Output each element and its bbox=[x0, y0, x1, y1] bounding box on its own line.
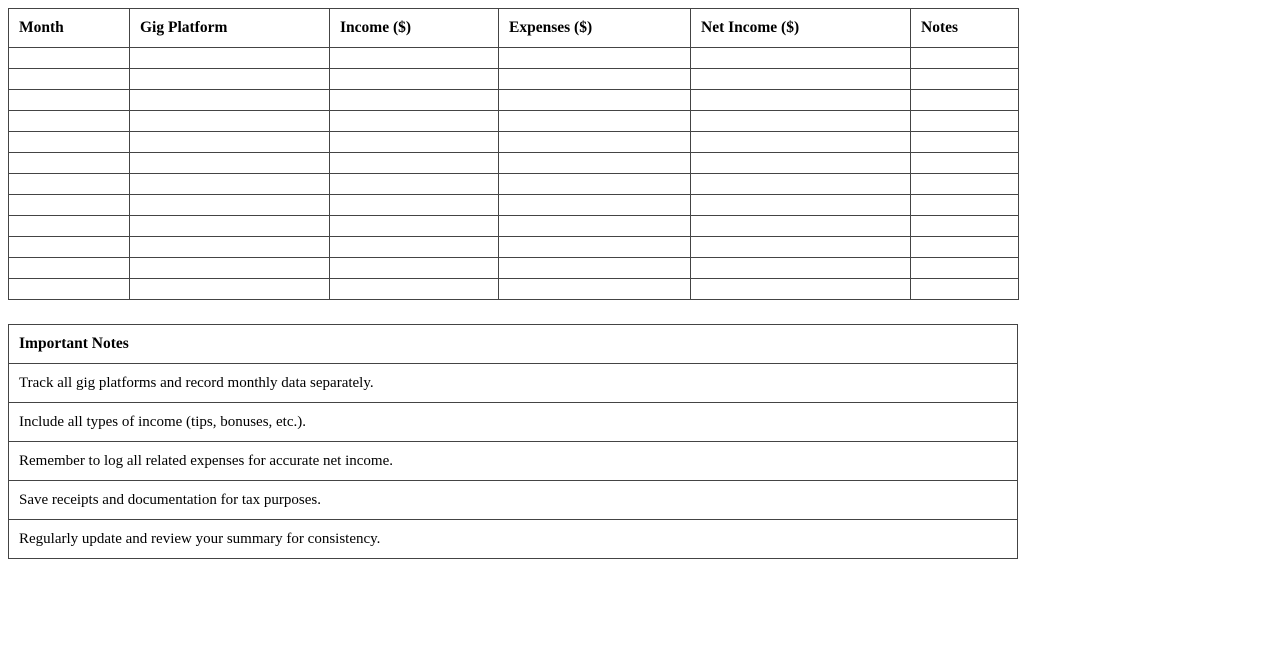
table-body bbox=[9, 48, 1019, 300]
cell-net-income[interactable] bbox=[691, 90, 911, 111]
cell-income[interactable] bbox=[330, 258, 499, 279]
important-notes-table bbox=[8, 324, 1018, 559]
cell-gig-platform[interactable] bbox=[130, 216, 330, 237]
table-row bbox=[9, 279, 1019, 300]
table-row bbox=[9, 237, 1019, 258]
cell-income[interactable] bbox=[330, 174, 499, 195]
cell-income[interactable] bbox=[330, 279, 499, 300]
note-item: Regularly update and review your summary for consistency. bbox=[9, 520, 1018, 559]
cell-net-income[interactable] bbox=[691, 132, 911, 153]
cell-income[interactable] bbox=[330, 69, 499, 90]
cell-net-income[interactable] bbox=[691, 48, 911, 69]
cell-gig-platform[interactable] bbox=[130, 153, 330, 174]
cell-income[interactable] bbox=[330, 90, 499, 111]
note-row bbox=[9, 481, 1018, 520]
cell-net-income[interactable] bbox=[691, 174, 911, 195]
cell-notes[interactable] bbox=[911, 279, 1019, 300]
note-item: Remember to log all related expenses for accurate net income. bbox=[9, 442, 1018, 481]
cell-expenses[interactable] bbox=[499, 111, 691, 132]
cell-notes[interactable] bbox=[911, 132, 1019, 153]
cell-month[interactable] bbox=[9, 90, 130, 111]
cell-month[interactable] bbox=[9, 258, 130, 279]
table-row bbox=[9, 132, 1019, 153]
cell-expenses[interactable] bbox=[499, 195, 691, 216]
column-header-month: Month bbox=[9, 9, 130, 48]
note-item: Track all gig platforms and record monthly data separately. bbox=[9, 364, 1018, 403]
cell-income[interactable] bbox=[330, 111, 499, 132]
cell-net-income[interactable] bbox=[691, 279, 911, 300]
cell-notes[interactable] bbox=[911, 153, 1019, 174]
note-item: Include all types of income (tips, bonuses, etc.). bbox=[9, 403, 1018, 442]
cell-month[interactable] bbox=[9, 48, 130, 69]
cell-expenses[interactable] bbox=[499, 216, 691, 237]
cell-notes[interactable] bbox=[911, 216, 1019, 237]
column-header-expenses: Expenses ($) bbox=[499, 9, 691, 48]
page-content bbox=[8, 8, 1018, 559]
note-row bbox=[9, 442, 1018, 481]
cell-notes[interactable] bbox=[911, 90, 1019, 111]
cell-income[interactable] bbox=[330, 132, 499, 153]
cell-month[interactable] bbox=[9, 174, 130, 195]
cell-gig-platform[interactable] bbox=[130, 258, 330, 279]
table-row bbox=[9, 174, 1019, 195]
table-row bbox=[9, 111, 1019, 132]
cell-month[interactable] bbox=[9, 279, 130, 300]
cell-income[interactable] bbox=[330, 237, 499, 258]
cell-income[interactable] bbox=[330, 48, 499, 69]
cell-month[interactable] bbox=[9, 237, 130, 258]
cell-gig-platform[interactable] bbox=[130, 48, 330, 69]
table-row bbox=[9, 258, 1019, 279]
cell-notes[interactable] bbox=[911, 195, 1019, 216]
column-header-notes: Notes bbox=[911, 9, 1019, 48]
column-header-gig-platform: Gig Platform bbox=[130, 9, 330, 48]
table-header-row bbox=[9, 9, 1019, 48]
cell-month[interactable] bbox=[9, 195, 130, 216]
column-header-net-income: Net Income ($) bbox=[691, 9, 911, 48]
cell-gig-platform[interactable] bbox=[130, 90, 330, 111]
table-row bbox=[9, 90, 1019, 111]
cell-expenses[interactable] bbox=[499, 90, 691, 111]
note-row bbox=[9, 403, 1018, 442]
cell-expenses[interactable] bbox=[499, 153, 691, 174]
cell-expenses[interactable] bbox=[499, 237, 691, 258]
cell-gig-platform[interactable] bbox=[130, 132, 330, 153]
cell-month[interactable] bbox=[9, 111, 130, 132]
cell-gig-platform[interactable] bbox=[130, 237, 330, 258]
cell-expenses[interactable] bbox=[499, 258, 691, 279]
table-row bbox=[9, 216, 1019, 237]
cell-income[interactable] bbox=[330, 195, 499, 216]
cell-income[interactable] bbox=[330, 153, 499, 174]
table-row bbox=[9, 153, 1019, 174]
cell-month[interactable] bbox=[9, 132, 130, 153]
table-row bbox=[9, 69, 1019, 90]
cell-gig-platform[interactable] bbox=[130, 195, 330, 216]
cell-gig-platform[interactable] bbox=[130, 111, 330, 132]
cell-gig-platform[interactable] bbox=[130, 69, 330, 90]
note-item: Save receipts and documentation for tax purposes. bbox=[9, 481, 1018, 520]
cell-net-income[interactable] bbox=[691, 195, 911, 216]
cell-income[interactable] bbox=[330, 216, 499, 237]
gig-income-table bbox=[8, 8, 1019, 300]
notes-header-row bbox=[9, 325, 1018, 364]
table-row bbox=[9, 195, 1019, 216]
cell-net-income[interactable] bbox=[691, 237, 911, 258]
cell-expenses[interactable] bbox=[499, 48, 691, 69]
cell-notes[interactable] bbox=[911, 48, 1019, 69]
note-row bbox=[9, 364, 1018, 403]
cell-notes[interactable] bbox=[911, 69, 1019, 90]
cell-net-income[interactable] bbox=[691, 258, 911, 279]
table-row bbox=[9, 48, 1019, 69]
cell-month[interactable] bbox=[9, 69, 130, 90]
cell-notes[interactable] bbox=[911, 111, 1019, 132]
important-notes-heading: Important Notes bbox=[9, 325, 1018, 364]
column-header-income: Income ($) bbox=[330, 9, 499, 48]
cell-net-income[interactable] bbox=[691, 111, 911, 132]
cell-notes[interactable] bbox=[911, 237, 1019, 258]
cell-expenses[interactable] bbox=[499, 174, 691, 195]
cell-notes[interactable] bbox=[911, 258, 1019, 279]
note-row bbox=[9, 520, 1018, 559]
cell-month[interactable] bbox=[9, 216, 130, 237]
cell-net-income[interactable] bbox=[691, 153, 911, 174]
cell-expenses[interactable] bbox=[499, 132, 691, 153]
cell-gig-platform[interactable] bbox=[130, 174, 330, 195]
cell-net-income[interactable] bbox=[691, 69, 911, 90]
cell-expenses[interactable] bbox=[499, 69, 691, 90]
cell-notes[interactable] bbox=[911, 174, 1019, 195]
cell-gig-platform[interactable] bbox=[130, 279, 330, 300]
cell-expenses[interactable] bbox=[499, 279, 691, 300]
cell-net-income[interactable] bbox=[691, 216, 911, 237]
cell-month[interactable] bbox=[9, 153, 130, 174]
